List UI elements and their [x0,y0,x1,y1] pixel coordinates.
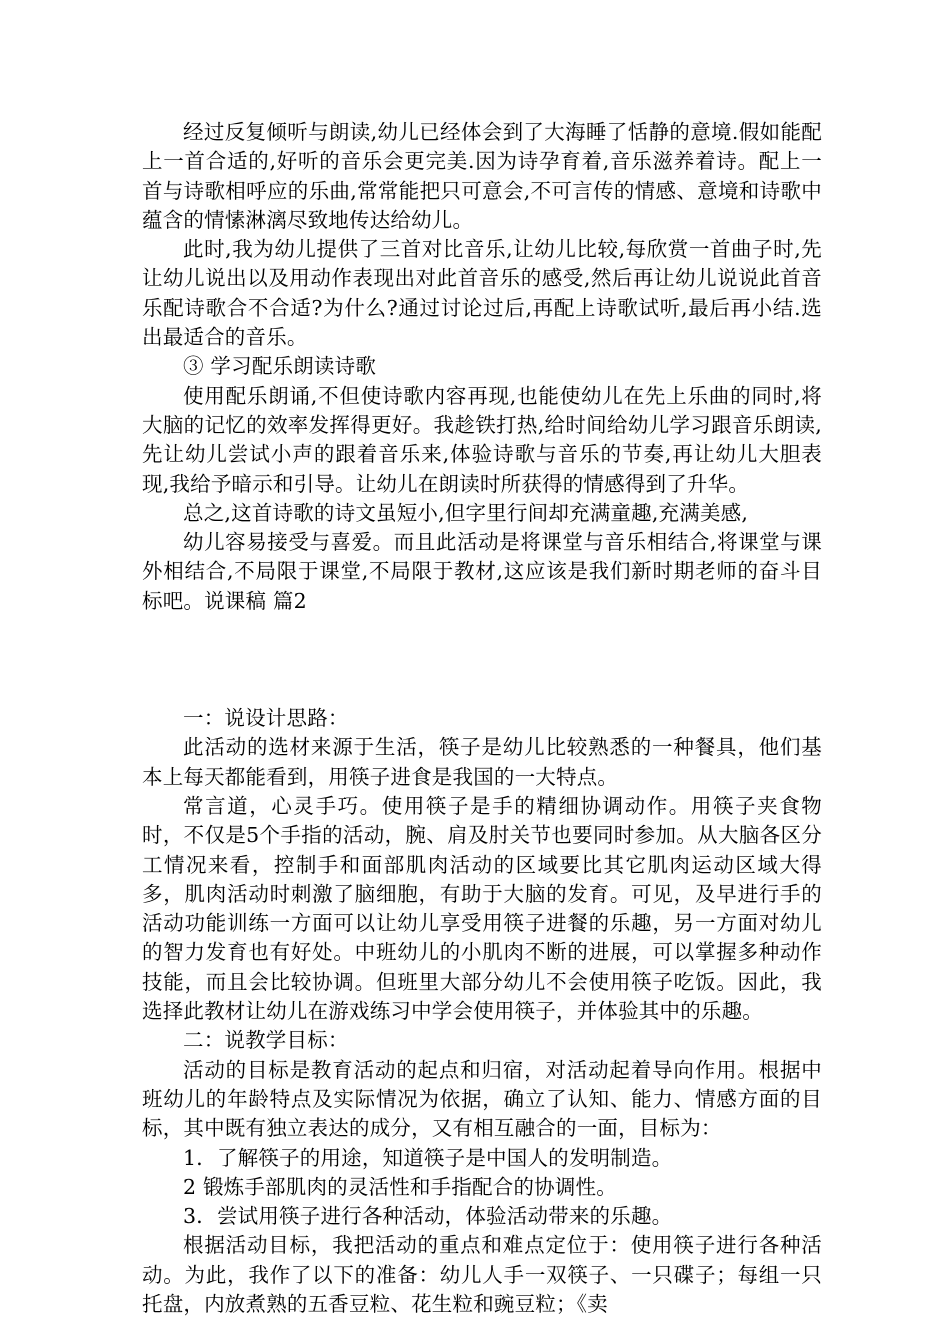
paragraph: 使用配乐朗诵,不但使诗歌内容再现,也能使幼儿在先上乐曲的同时,将大脑的记忆的效率发挥得更好。我趁铁打热,给时间给幼儿学习跟音乐朗读,先让幼儿尝试小声的跟着音乐来,体验诗歌与音乐的节奏,再让幼儿大胆表现,我给予暗示和引导。让幼儿在朗读时所获得的情感得到了升华。 [142,383,822,496]
list-item: 2 锻炼手部肌肉的灵活性和手指配合的协调性。 [183,1174,617,1199]
paragraph: 此时,我为幼儿提供了三首对比音乐,让幼儿比较,每欣赏一首曲子时,先让幼儿说出以及用动作表现出对此首音乐的感受,然后再让幼儿说说此首音乐配诗歌合不合适?为什么?通过讨论过后,再配上诗歌试听,最后再小结.选出最适合的音乐。 [142,237,822,350]
section-heading: ③ 学习配乐朗读诗歌 [183,354,377,379]
paragraph: 活动的目标是教育活动的起点和归宿，对活动起着导向作用。根据中班幼儿的年龄特点及实际情况为依据，确立了认知、能力、情感方面的目标，其中既有独立表达的成分，又有相互融合的一面，目标为： [142,1057,822,1141]
section-heading: 一：说设计思路： [183,706,349,731]
paragraph: 根据活动目标，我把活动的重点和难点定位于：使用筷子进行各种活动。为此，我作了以下的准备：幼儿人手一双筷子、一只碟子；每组一只托盘，内放煮熟的五香豆粒、花生粒和豌豆粒；《卖 [142,1233,822,1316]
section-gap [142,616,822,704]
paragraph: 此活动的选材来源于生活，筷子是幼儿比较熟悉的一种餐具，他们基本上每天都能看到，用筷子进食是我国的一大特点。 [142,735,822,789]
paragraph: 常言道，心灵手巧。使用筷子是手的精细协调动作。用筷子夹食物时，不仅是5个手指的活动，腕、肩及肘关节也要同时参加。从大脑各区分工情况来看，控制手和面部肌肉活动的区域要比其它肌肉运动区域大得多，肌肉活动时刺激了脑细胞，有助于大脑的发育。可见，及早进行手的活动功能训练一方面可以让幼儿享受用筷子进餐的乐趣，另一方面对幼儿的智力发育也有好处。中班幼儿的小肌肉不断的进展，可以掌握多种动作技能，而且会比较协调。但班里大部分幼儿不会使用筷子吃饭。因此，我选择此教材让幼儿在游戏练习中学会使用筷子，并体验其中的乐趣。 [142,793,822,1024]
document-page [142,118,822,1319]
section-heading: 二：说教学目标： [183,1028,349,1053]
paragraph: 幼儿容易接受与喜爱。而且此活动是将课堂与音乐相结合,将课堂与课外相结合,不局限于课堂,不局限于教材,这应该是我们新时期老师的奋斗目标吧。说课稿 篇2 [142,530,822,613]
list-item: 3．尝试用筷子进行各种活动，体验活动带来的乐趣。 [183,1204,673,1229]
paragraph: 总之,这首诗歌的诗文虽短小,但字里行间却充满童趣,充满美感, [183,500,749,525]
paragraph: 经过反复倾听与朗读,幼儿已经体会到了大海睡了恬静的意境.假如能配上一首合适的,好听的音乐会更完美.因为诗孕育着,音乐滋养着诗。配上一首与诗歌相呼应的乐曲,常常能把只可意会,不可言传的情感、意境和诗歌中蕴含的情愫淋漓尽致地传达给幼儿。 [142,120,822,232]
list-item: 1．了解筷子的用途，知道筷子是中国人的发明制造。 [183,1145,673,1170]
